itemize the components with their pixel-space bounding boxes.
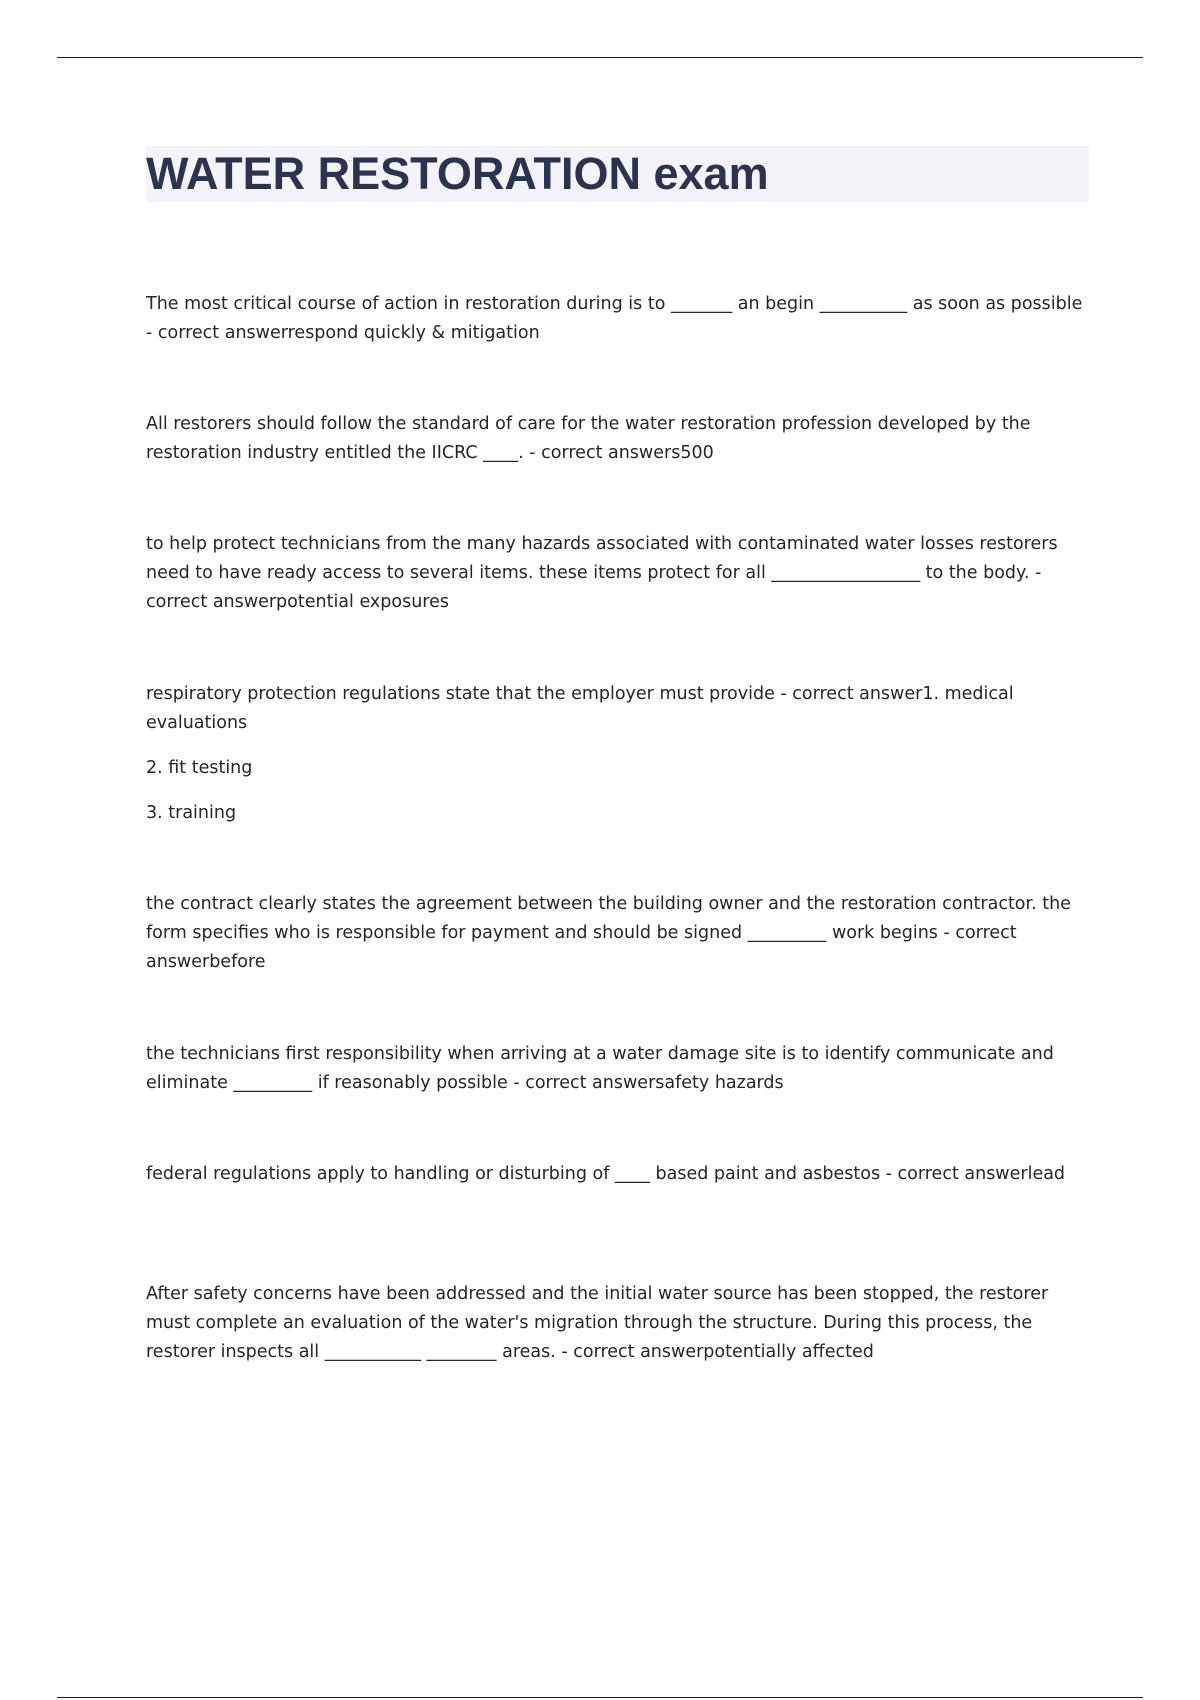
qa-item-4 bbox=[146, 680, 1086, 828]
qa-list-line: 3. training bbox=[146, 803, 237, 823]
qa-text: the technicians first responsibility when arriving at a water damage site is to identify communicate and eliminate _________ if reasonably possible - correct answersafety hazards bbox=[146, 1044, 1054, 1093]
page-title: WATER RESTORATION exam bbox=[146, 148, 769, 199]
qa-item-3 bbox=[146, 530, 1086, 617]
header-rule bbox=[57, 57, 1143, 58]
qa-item-7 bbox=[146, 1160, 1086, 1189]
qa-item-5 bbox=[146, 890, 1086, 977]
qa-item-8 bbox=[146, 1280, 1086, 1367]
qa-text: The most critical course of action in restoration during is to _______ an begin __________ as soon as possible - correct answerrespond quickly & mitigation bbox=[146, 294, 1083, 343]
footer-rule bbox=[57, 1697, 1143, 1698]
qa-text: federal regulations apply to handling or disturbing of ____ based paint and asbestos - correct answerlead bbox=[146, 1164, 1066, 1184]
qa-text: After safety concerns have been addressed and the initial water source has been stopped, the restorer must complete an evaluation of the water's migration through the structure. During this process, the restorer inspects all ___________ ________ areas. - correct answerpotentially affected bbox=[146, 1284, 1049, 1362]
qa-text: to help protect technicians from the many hazards associated with contaminated water losses restorers need to have ready access to several items. these items protect for all _________________ to the body. - correct answerpotential exposures bbox=[146, 534, 1058, 612]
qa-list-line: 2. fit testing bbox=[146, 758, 253, 778]
qa-text: the contract clearly states the agreement between the building owner and the restoration contractor. the form specifies who is responsible for payment and should be signed _________ work begins - correct answerbefore bbox=[146, 894, 1071, 972]
qa-item-1 bbox=[146, 290, 1086, 348]
qa-item-2 bbox=[146, 410, 1086, 468]
qa-text: All restorers should follow the standard of care for the water restoration profession developed by the restoration industry entitled the IICRC ____. - correct answers500 bbox=[146, 414, 1031, 463]
qa-item-6 bbox=[146, 1040, 1086, 1098]
qa-text: respiratory protection regulations state that the employer must provide - correct answer1. medical evaluations bbox=[146, 684, 1014, 733]
